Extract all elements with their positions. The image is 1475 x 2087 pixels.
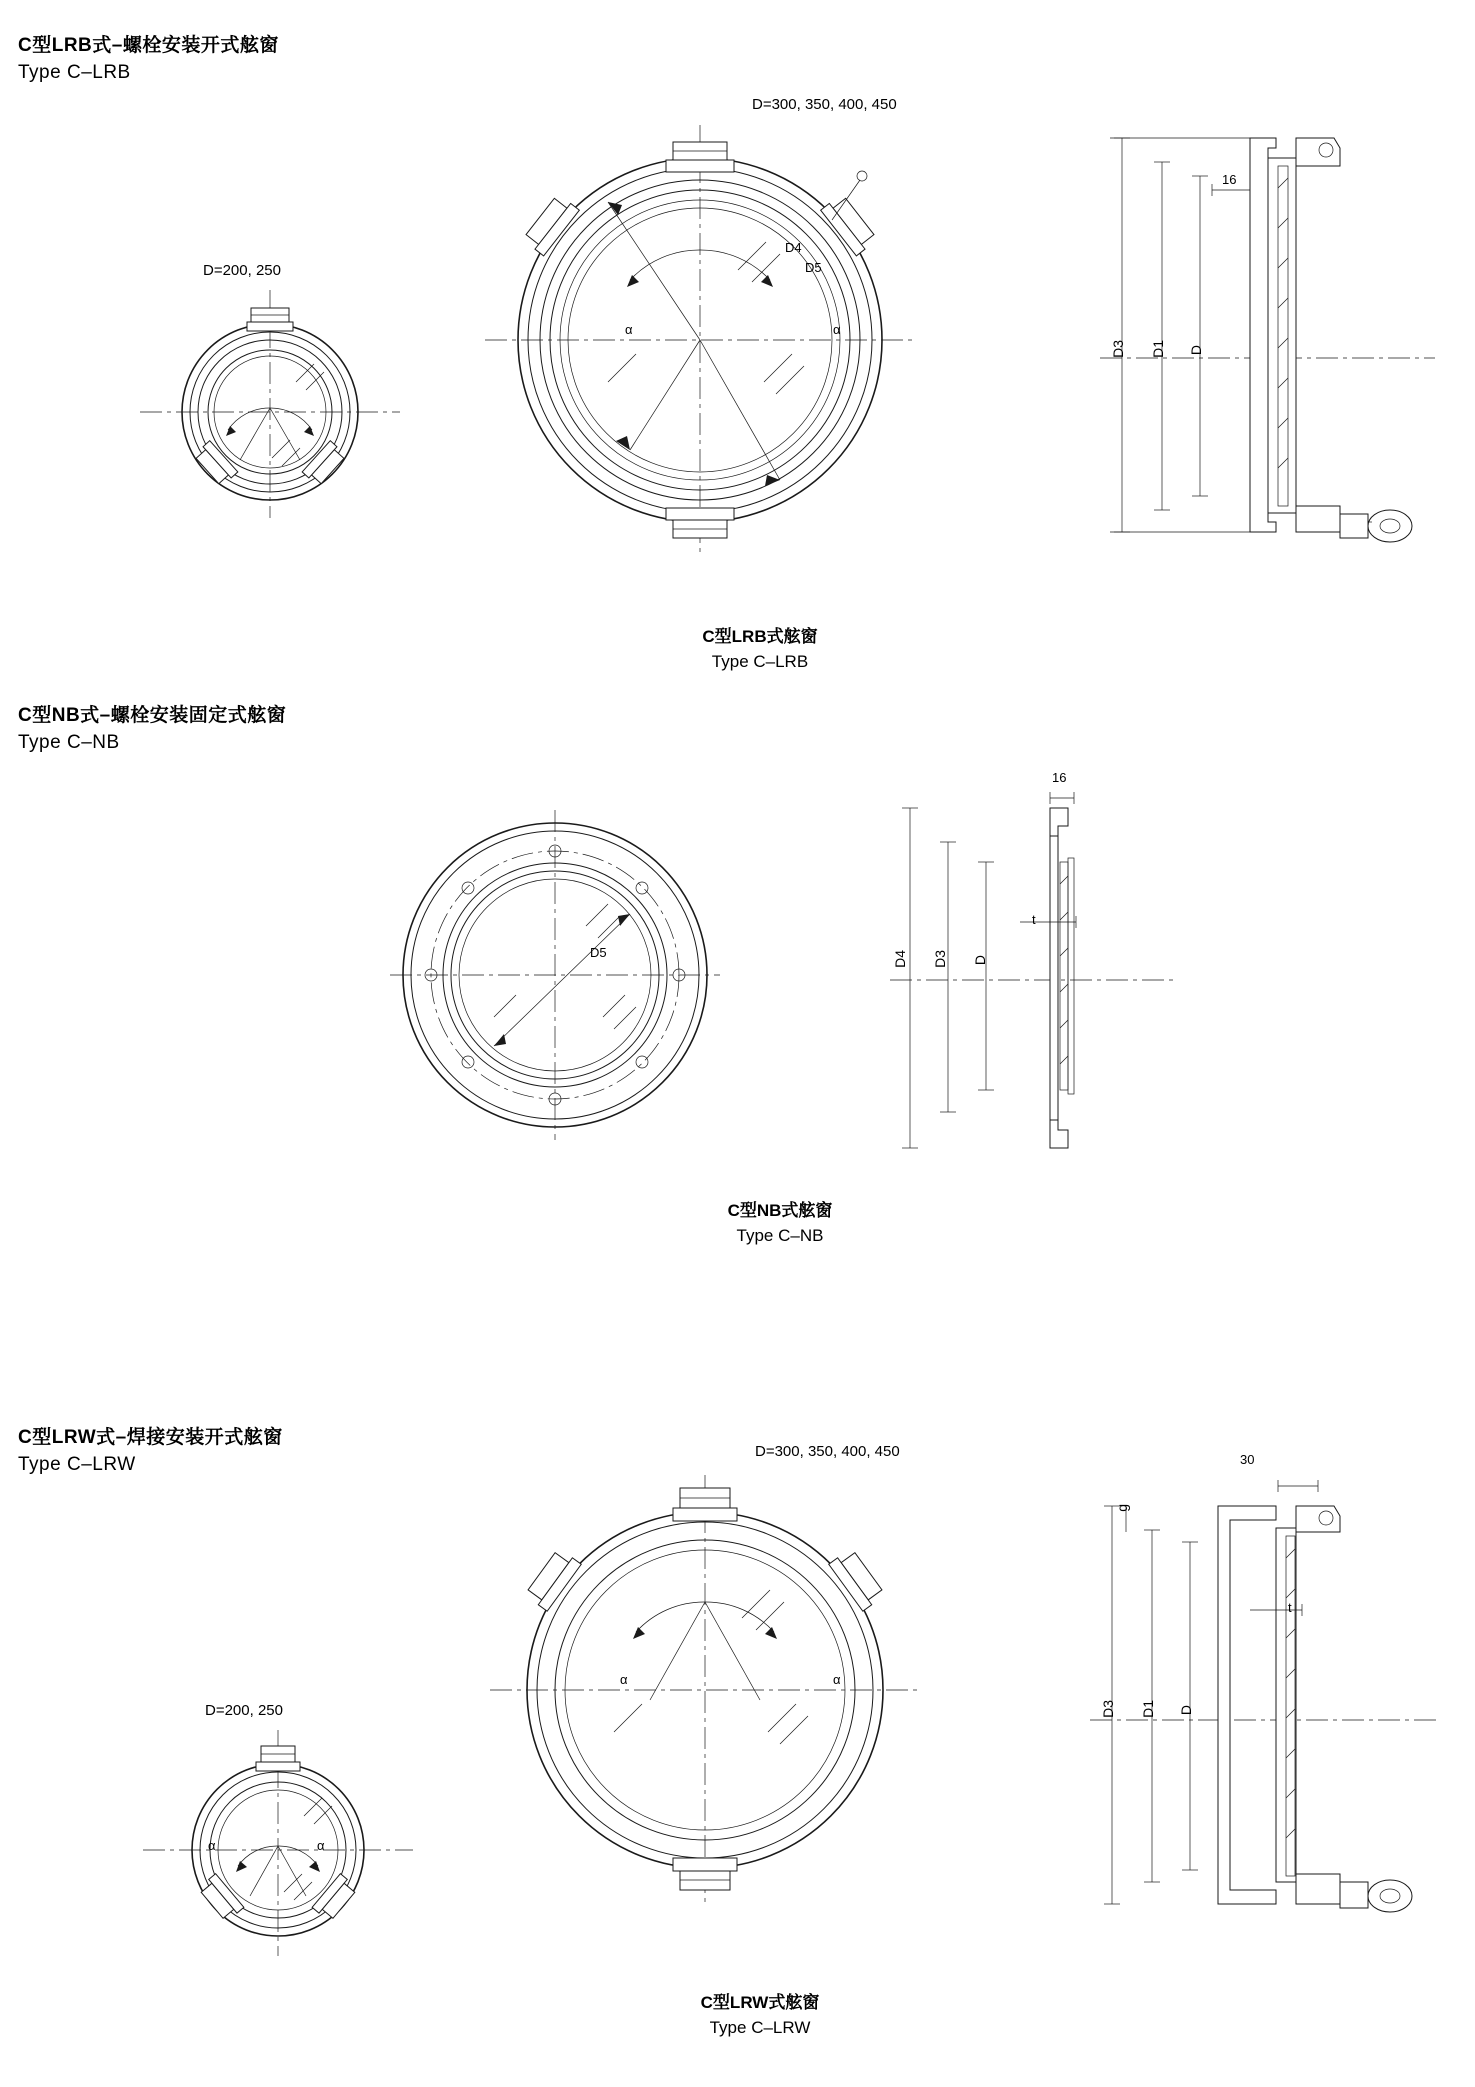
lrb-small-window-drawing — [120, 290, 420, 520]
nb-callout-d5: D5 — [590, 945, 607, 960]
section-lrb-title-cn: C型LRB式–螺栓安装开式舷窗 — [18, 35, 279, 56]
nb-dim-d: D — [972, 955, 988, 966]
lrw-dim-d: D — [1178, 1705, 1194, 1716]
lrw-large-alpha-left: α — [620, 1672, 628, 1687]
lrb-dim-d: D — [1188, 345, 1204, 356]
lrb-small-view-label: D=200, 250 — [203, 262, 281, 279]
lrb-caption-cn: C型LRB式舷窗 — [702, 627, 818, 646]
lrb-callout-d5: D5 — [805, 260, 822, 275]
lrw-large-view-label: D=300, 350, 400, 450 — [755, 1443, 900, 1460]
section-lrw-title-cn: C型LRW式–焊接安装开式舷窗 — [18, 1427, 283, 1448]
lrw-dim-30: 30 — [1240, 1452, 1255, 1467]
nb-dim-d3: D3 — [932, 950, 948, 968]
lrw-small-alpha-left: α — [208, 1838, 216, 1853]
lrw-small-view-label: D=200, 250 — [205, 1702, 283, 1719]
lrb-dim-16: 16 — [1222, 172, 1237, 187]
lrb-large-view-label: D=300, 350, 400, 450 — [752, 96, 897, 113]
section-lrw-title-en: Type C–LRW — [18, 1454, 136, 1475]
nb-dim-d4: D4 — [892, 950, 908, 968]
lrw-dim-d3: D3 — [1100, 1700, 1116, 1718]
lrb-callout-d4: D4 — [785, 240, 802, 255]
section-nb-title-cn: C型NB式–螺栓安装固定式舷窗 — [18, 705, 287, 726]
lrw-dim-d1: D1 — [1140, 1700, 1156, 1718]
lrb-caption-en: Type C–LRB — [711, 652, 809, 671]
section-nb-title-en: Type C–NB — [18, 732, 120, 753]
nb-front-drawing — [390, 810, 720, 1140]
lrb-large-window-drawing — [480, 120, 920, 560]
section-lrb-title-en: Type C–LRB — [18, 62, 131, 83]
lrb-dim-d3: D3 — [1110, 340, 1126, 358]
nb-caption-cn: C型NB式舷窗 — [727, 1201, 833, 1220]
lrw-caption-en: Type C–LRW — [709, 2018, 811, 2037]
lrb-callout-alpha-left: α — [625, 322, 633, 337]
lrb-dim-d1: D1 — [1150, 340, 1166, 358]
nb-dim-t: t — [1032, 912, 1036, 927]
nb-caption-en: Type C–NB — [736, 1226, 824, 1245]
lrw-small-alpha-right: α — [317, 1838, 325, 1853]
nb-dim-16: 16 — [1052, 770, 1067, 785]
lrw-caption-cn: C型LRW式舷窗 — [700, 1993, 820, 2012]
lrw-large-alpha-right: α — [833, 1672, 841, 1687]
lrb-callout-alpha-right: α — [833, 322, 841, 337]
lrw-dim-g: g — [1114, 1504, 1130, 1512]
lrw-large-window-drawing — [490, 1470, 920, 1910]
lrw-dim-t: t — [1288, 1600, 1292, 1615]
lrw-small-window-drawing — [128, 1730, 428, 1960]
